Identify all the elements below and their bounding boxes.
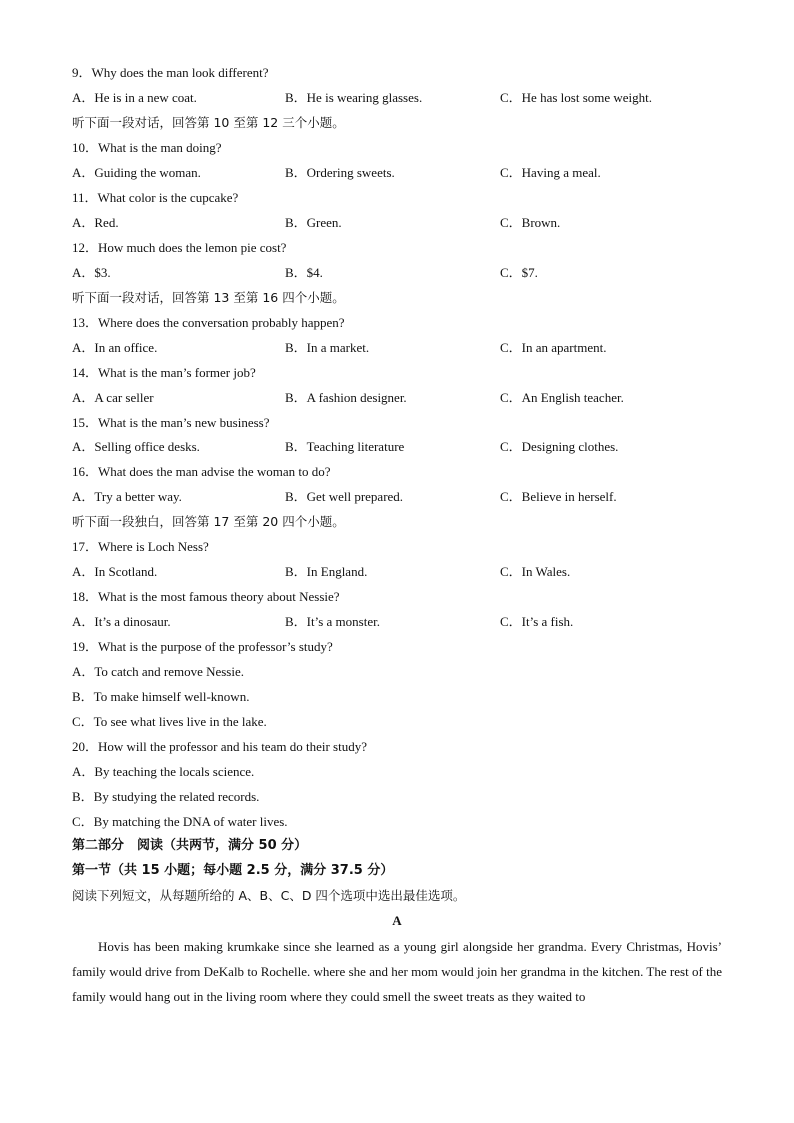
question-16: 16．What does the man advise the woman to do? [72,464,331,479]
q11-option-a: A．Red. [72,215,119,230]
q12-option-c: C．$7. [500,265,538,280]
q19-option-b: B．To make himself well-known. [72,689,250,704]
question-13: 13．Where does the conversation probably happen? [72,315,345,330]
q11-option-b: B．Green. [285,215,342,230]
question-14: 14．What is the man’s former job? [72,365,256,380]
instruction-10-12: 听下面一段对话，回答第 10 至第 12 三个小题。 [72,115,345,130]
q17-option-c: C．In Wales. [500,564,571,579]
part-two-heading: 第二部分 阅读（共两节，满分 50 分） [72,838,308,853]
q15-option-c: C．Designing clothes. [500,439,619,454]
q14-option-c: C．An English teacher. [500,390,624,405]
section-one-heading: 第一节（共 15 小题；每小题 2.5 分，满分 37.5 分） [72,863,394,878]
q12-option-b: B．$4. [285,265,323,280]
q16-option-b: B．Get well prepared. [285,489,404,504]
q19-option-c: C．To see what lives live in the lake. [72,714,267,729]
q18-option-c: C．It’s a fish. [500,614,574,629]
q9-option-b: B．He is wearing glasses. [285,90,423,105]
q17-option-a: A．In Scotland. [72,564,158,579]
q13-option-a: A．In an office. [72,340,158,355]
question-17: 17．Where is Loch Ness? [72,539,209,554]
q16-option-c: C．Believe in herself. [500,489,617,504]
reading-instruction: 阅读下列短文，从每题所给的 A、B、C、D 四个选项中选出最佳选项。 [72,888,466,903]
question-11: 11．What color is the cupcake? [72,190,239,205]
question-20: 20．How will the professor and his team do their study? [72,739,367,754]
passage-a-text: Hovis has been making krumkake since she learned as a young girl alongside her grandma. Every Christmas, Hovis’ family would drive from DeKalb to Rochelle. where she and her mom would join her grandma in the kitchen. The rest of the family would hang out in the living room where they could smell the sweet treats as they waited to [72,939,722,1004]
q19-option-a: A．To catch and remove Nessie. [72,664,245,679]
q13-option-c: C．In an apartment. [500,340,607,355]
question-15: 15．What is the man’s new business? [72,415,270,430]
instruction-13-16: 听下面一段对话，回答第 13 至第 16 四个小题。 [72,290,345,305]
q9-option-c: C．He has lost some weight. [500,90,653,105]
q20-option-b: B．By studying the related records. [72,789,260,804]
q20-option-c: C．By matching the DNA of water lives. [72,814,288,829]
q11-option-c: C．Brown. [500,215,561,230]
q15-option-b: B．Teaching literature [285,439,405,454]
question-19: 19．What is the purpose of the professor’s study? [72,639,333,654]
q10-option-a: A．Guiding the woman. [72,165,201,180]
q14-option-a: A．A car seller [72,390,154,405]
q13-option-b: B．In a market. [285,340,370,355]
q15-option-a: A．Selling office desks. [72,439,200,454]
passage-label: A [392,913,402,928]
question-12: 12．How much does the lemon pie cost? [72,240,287,255]
q20-option-a: A．By teaching the locals science. [72,764,255,779]
q18-option-a: A．It’s a dinosaur. [72,614,171,629]
q17-option-b: B．In England. [285,564,368,579]
q18-option-b: B．It’s a monster. [285,614,380,629]
q14-option-b: B．A fashion designer. [285,390,407,405]
q16-option-a: A．Try a better way. [72,489,182,504]
question-18: 18．What is the most famous theory about Nessie? [72,589,340,604]
q10-option-b: B．Ordering sweets. [285,165,395,180]
q12-option-a: A．$3. [72,265,111,280]
question-9: 9．Why does the man look different? [72,65,269,80]
instruction-17-20: 听下面一段独白，回答第 17 至第 20 四个小题。 [72,514,345,529]
question-10: 10．What is the man doing? [72,140,222,155]
q9-option-a: A．He is in a new coat. [72,90,197,105]
q10-option-c: C．Having a meal. [500,165,601,180]
